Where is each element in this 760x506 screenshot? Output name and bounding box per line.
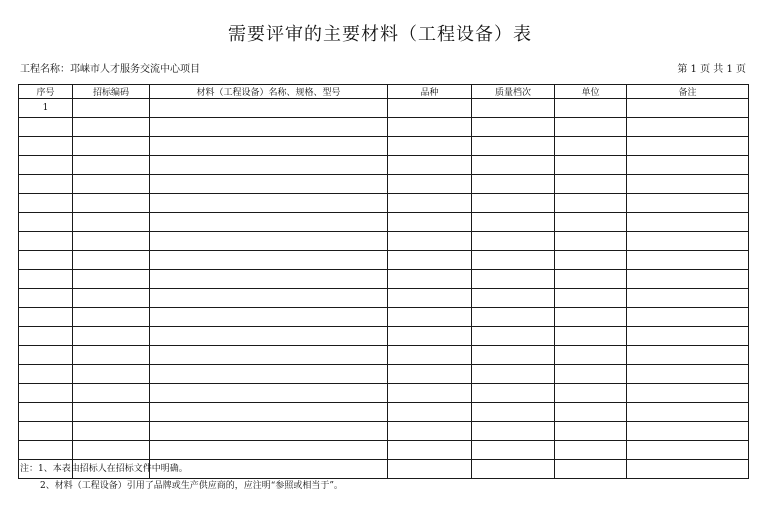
table-cell xyxy=(472,365,555,384)
table-cell xyxy=(388,403,472,422)
table-cell xyxy=(388,175,472,194)
table-cell xyxy=(472,289,555,308)
table-cell xyxy=(555,308,627,327)
table-cell xyxy=(19,308,73,327)
table-cell xyxy=(73,175,150,194)
table-cell xyxy=(555,403,627,422)
table-cell xyxy=(555,213,627,232)
table-cell xyxy=(555,118,627,137)
col-header-unit: 单位 xyxy=(555,85,627,99)
table-cell xyxy=(150,346,388,365)
table-cell xyxy=(555,137,627,156)
table-cell xyxy=(73,441,150,460)
table-cell xyxy=(555,156,627,175)
table-cell xyxy=(150,213,388,232)
table-cell xyxy=(627,384,749,403)
table-row xyxy=(19,232,749,251)
table-row xyxy=(19,175,749,194)
table-cell xyxy=(627,422,749,441)
table-cell xyxy=(555,346,627,365)
table-row xyxy=(19,384,749,403)
table-cell xyxy=(19,213,73,232)
table-cell xyxy=(73,270,150,289)
table-cell xyxy=(627,194,749,213)
table-cell xyxy=(472,441,555,460)
table-cell xyxy=(472,346,555,365)
table-cell xyxy=(150,270,388,289)
note-1: 注：1、本表由招标人在招标文件中明确。 xyxy=(20,464,188,474)
table-cell xyxy=(73,194,150,213)
table-cell xyxy=(73,289,150,308)
notes xyxy=(20,461,343,495)
table-cell xyxy=(388,270,472,289)
table-cell xyxy=(388,289,472,308)
table-cell xyxy=(19,194,73,213)
table-cell xyxy=(472,194,555,213)
table-cell xyxy=(150,194,388,213)
table-row xyxy=(19,365,749,384)
table-cell xyxy=(627,99,749,118)
table-cell xyxy=(388,422,472,441)
table-header-row xyxy=(19,85,749,99)
table-row xyxy=(19,327,749,346)
project-label: 工程名称： xyxy=(20,64,70,75)
table-cell xyxy=(73,346,150,365)
table-cell xyxy=(19,289,73,308)
table-row xyxy=(19,308,749,327)
table-row xyxy=(19,137,749,156)
table-cell xyxy=(19,251,73,270)
table-cell xyxy=(73,422,150,441)
table-cell xyxy=(73,99,150,118)
table-cell xyxy=(19,403,73,422)
table-cell xyxy=(73,403,150,422)
table-cell xyxy=(472,232,555,251)
table-cell xyxy=(627,403,749,422)
table-cell xyxy=(472,308,555,327)
table-cell xyxy=(73,384,150,403)
table-cell xyxy=(472,270,555,289)
project-name: 邛崃市人才服务交流中心项目 xyxy=(70,64,200,75)
table-cell xyxy=(555,251,627,270)
table-cell xyxy=(472,137,555,156)
table-cell xyxy=(388,213,472,232)
table-cell xyxy=(388,327,472,346)
page-indicator: 第 1 页 共 1 页 xyxy=(677,64,746,75)
table-cell xyxy=(19,346,73,365)
table-cell xyxy=(388,384,472,403)
table-cell xyxy=(150,232,388,251)
table-cell xyxy=(388,441,472,460)
col-header-remarks: 备注 xyxy=(627,85,749,99)
table-cell xyxy=(627,460,749,479)
table-cell xyxy=(19,270,73,289)
table-cell xyxy=(19,175,73,194)
materials-table xyxy=(18,84,749,479)
table-cell xyxy=(19,441,73,460)
table-cell xyxy=(150,118,388,137)
table-row xyxy=(19,99,749,118)
table-cell xyxy=(150,175,388,194)
table-row xyxy=(19,346,749,365)
table-row xyxy=(19,156,749,175)
table-cell xyxy=(472,460,555,479)
table-cell xyxy=(388,194,472,213)
table-cell xyxy=(150,422,388,441)
table-cell xyxy=(73,118,150,137)
table-cell xyxy=(150,99,388,118)
table-cell xyxy=(627,365,749,384)
table-cell xyxy=(627,156,749,175)
table-cell xyxy=(627,137,749,156)
table-cell xyxy=(150,441,388,460)
table-cell xyxy=(627,251,749,270)
table-cell xyxy=(472,99,555,118)
table-cell xyxy=(73,137,150,156)
table-cell xyxy=(472,384,555,403)
table-cell xyxy=(627,441,749,460)
table-cell xyxy=(627,346,749,365)
table-cell xyxy=(555,194,627,213)
table-cell xyxy=(472,118,555,137)
table-cell xyxy=(19,327,73,346)
table-cell xyxy=(472,251,555,270)
table-row xyxy=(19,270,749,289)
table-cell xyxy=(73,308,150,327)
table-cell xyxy=(555,99,627,118)
table-cell xyxy=(19,137,73,156)
table-cell xyxy=(150,289,388,308)
table-cell xyxy=(627,289,749,308)
table-cell xyxy=(388,251,472,270)
table-cell xyxy=(388,232,472,251)
table-cell xyxy=(388,460,472,479)
col-header-bid-code: 招标编码 xyxy=(73,85,150,99)
table-cell xyxy=(150,365,388,384)
table-cell xyxy=(472,175,555,194)
table-cell xyxy=(627,308,749,327)
table-cell xyxy=(555,384,627,403)
table-row xyxy=(19,118,749,137)
col-header-quality-grade: 质量档次 xyxy=(472,85,555,99)
table-cell xyxy=(388,365,472,384)
table-cell xyxy=(388,308,472,327)
table-cell xyxy=(73,251,150,270)
table-cell xyxy=(73,213,150,232)
table-cell xyxy=(73,156,150,175)
table-cell xyxy=(19,365,73,384)
table-row xyxy=(19,213,749,232)
col-header-variety: 品种 xyxy=(388,85,472,99)
col-header-material-name: 材料（工程设备）名称、规格、型号 xyxy=(150,85,388,99)
table-cell xyxy=(472,213,555,232)
table-cell xyxy=(19,156,73,175)
table-cell xyxy=(388,99,472,118)
table-cell xyxy=(627,270,749,289)
table-cell xyxy=(73,365,150,384)
table-cell: 1 xyxy=(19,99,73,118)
table-cell xyxy=(555,460,627,479)
table-cell xyxy=(555,327,627,346)
table-cell xyxy=(388,137,472,156)
project-info xyxy=(20,60,200,75)
table-cell xyxy=(627,118,749,137)
table-cell xyxy=(555,270,627,289)
table-cell xyxy=(150,156,388,175)
table-cell xyxy=(555,289,627,308)
table-cell xyxy=(555,365,627,384)
table-cell xyxy=(150,137,388,156)
table-cell xyxy=(472,156,555,175)
document-title: 需要评审的主要材料（工程设备）表 xyxy=(228,24,532,45)
table-row xyxy=(19,194,749,213)
table-cell xyxy=(555,175,627,194)
table-cell xyxy=(555,232,627,251)
table-cell xyxy=(150,251,388,270)
table-cell xyxy=(472,327,555,346)
table-cell xyxy=(19,384,73,403)
table-row xyxy=(19,422,749,441)
table-cell xyxy=(627,327,749,346)
table-cell xyxy=(627,175,749,194)
table-cell xyxy=(19,118,73,137)
table-cell xyxy=(150,384,388,403)
table-row xyxy=(19,441,749,460)
table-cell xyxy=(150,403,388,422)
table-cell xyxy=(73,232,150,251)
table-cell xyxy=(555,422,627,441)
table-cell xyxy=(472,422,555,441)
table-cell xyxy=(19,422,73,441)
table-cell xyxy=(627,213,749,232)
table-row xyxy=(19,251,749,270)
table-row xyxy=(19,403,749,422)
table-cell xyxy=(627,232,749,251)
table-row xyxy=(19,289,749,308)
table-cell xyxy=(150,327,388,346)
table-cell xyxy=(472,403,555,422)
table-cell xyxy=(150,308,388,327)
table-cell xyxy=(19,232,73,251)
table-cell xyxy=(388,346,472,365)
note-2: 2、材料（工程设备）引用了品牌或生产供应商的，应注明“参照或相当于”。 xyxy=(40,481,343,491)
table-cell xyxy=(73,327,150,346)
table-cell xyxy=(388,156,472,175)
table-cell xyxy=(555,441,627,460)
table-cell xyxy=(388,118,472,137)
col-header-index: 序号 xyxy=(19,85,73,99)
